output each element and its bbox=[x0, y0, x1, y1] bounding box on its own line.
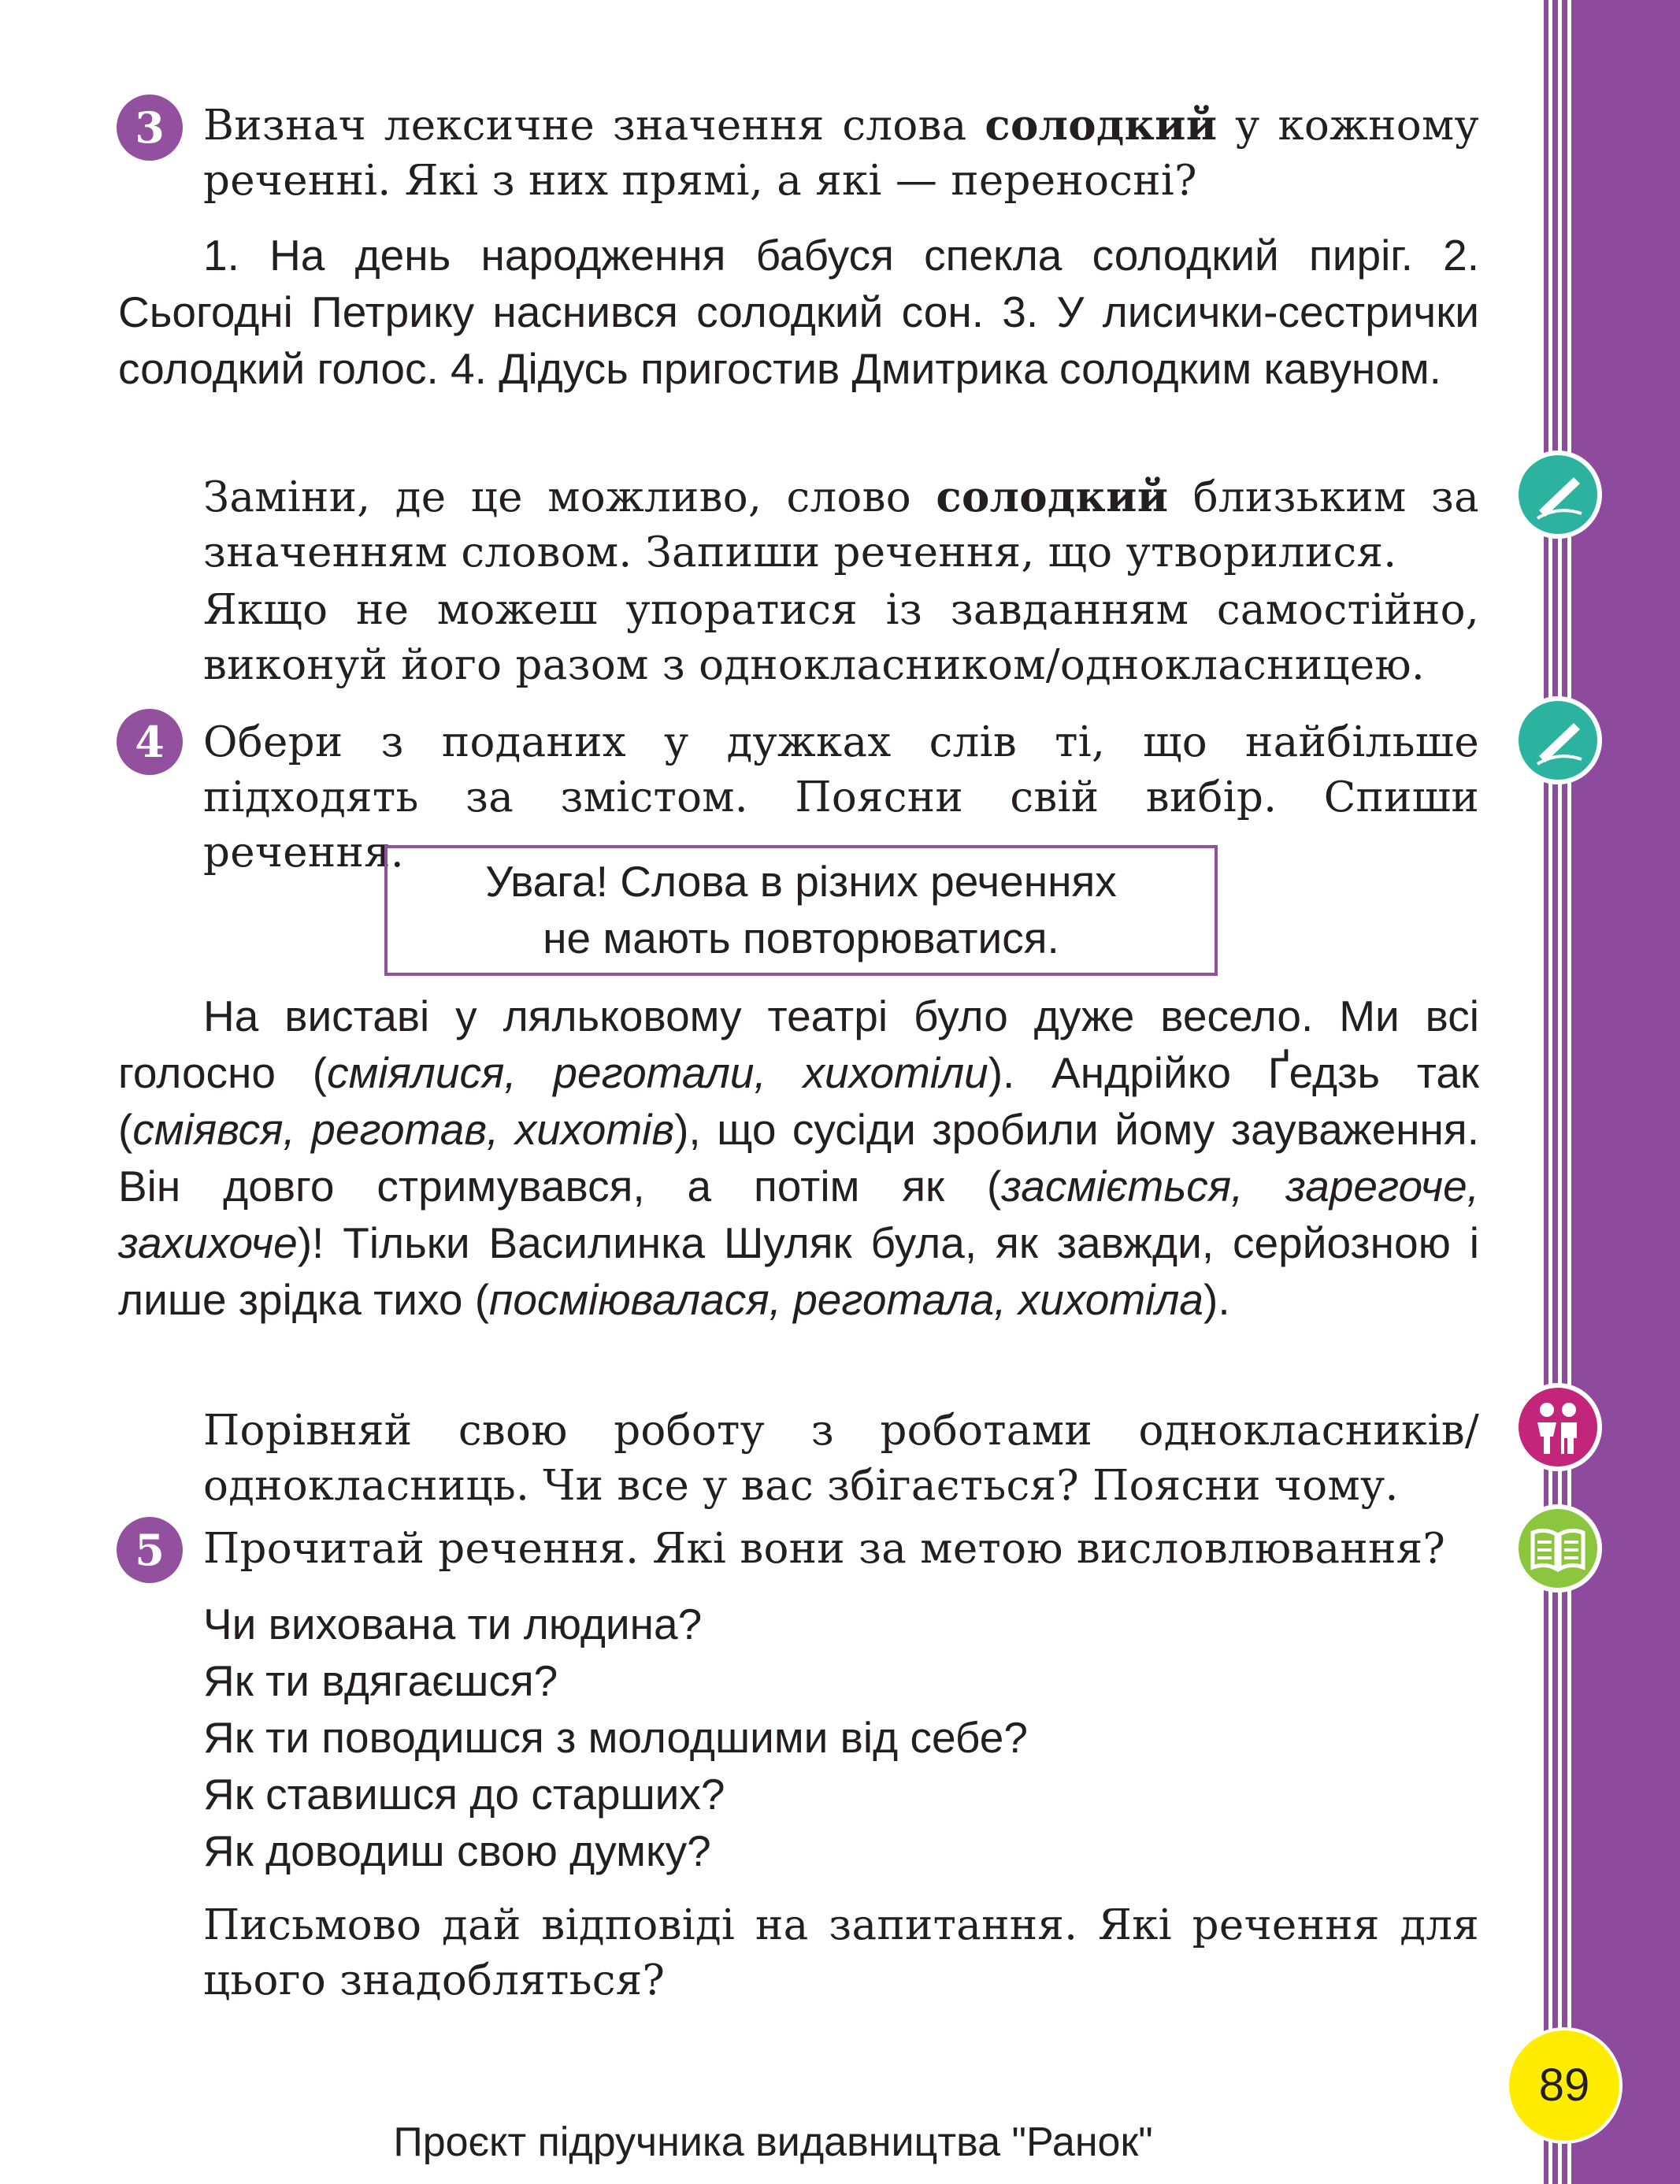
page-number: 89 bbox=[1509, 2030, 1619, 2141]
exercise-5-final: Письмово дай відповіді на запитання. Які речення для цього знадобляться? bbox=[203, 1901, 1479, 2004]
pair-work-icon bbox=[1514, 1383, 1602, 1471]
exercise-3-task-3: Якщо не можеш упоратися із завданням самостійно, виконуй його разом з однокласником/однокласницею. bbox=[203, 586, 1479, 689]
pencil-write-icon bbox=[1514, 451, 1602, 539]
exercise-3-instruction: Визнач лексичне значення слова солодкий у кожному реченні. Які з них прямі, а які — переносні? bbox=[203, 101, 1479, 205]
exercise-number-5: 5 bbox=[117, 1517, 183, 1583]
sidebar-band bbox=[1544, 0, 1680, 2184]
exercise-5-instruction: Прочитай речення. Які вони за метою висловлювання? bbox=[203, 1525, 1446, 1573]
footer-note: Проєкт підручника видавництва "Ранок" bbox=[393, 2119, 1153, 2165]
exercise-number-4: 4 bbox=[117, 709, 183, 775]
exercise-3-task-2: Заміни, де це можливо, слово солодкий близьким за значенням словом. Запиши речення, що утворилися. bbox=[203, 473, 1479, 577]
question-line: Як ти поводишся з молодшими від себе? bbox=[203, 1713, 1028, 1762]
question-line: Як доводиш свою думку? bbox=[203, 1826, 711, 1875]
exercise-4-text: На виставі у ляльковому театрі було дуже весело. Ми всі голосно (сміялися, реготали, хихотіли). Андрійко Ґедзь так (сміявся, реготав, хихотів), що сусіди зробили йому зауваження. Він довго стримувався, а потім як (засміється, зарегоче, захихоче)! Тільки Василинка Шуляк була, як завжди, серйозною і лише зрідка тихо (посміювалася, реготала, хихотіла). bbox=[118, 992, 1479, 1324]
question-line: Як ти вдягаєшся? bbox=[203, 1656, 558, 1705]
exercise-3-sentences: 1. На день народження бабуся спекла солодкий пиріг. 2. Сьогодні Петрику наснився солодкий сон. 3. У лисички-сестрички солодкий голос. 4. Дідусь пригостив Дмитрика солодким кавуном. bbox=[118, 231, 1479, 393]
notice-line-1: Увага! Слова в різних реченнях bbox=[485, 857, 1117, 906]
pencil-write-icon bbox=[1514, 696, 1602, 784]
notice-line-2: не мають повторюватися. bbox=[543, 914, 1059, 962]
question-line: Чи вихована ти людина? bbox=[203, 1600, 703, 1648]
exercise-4-compare: Порівняй свою роботу з роботами однокласників/однокласниць. Чи все у вас збігається? Поясни чому. bbox=[203, 1407, 1479, 1510]
question-line: Як ставишся до старших? bbox=[203, 1770, 725, 1819]
exercise-4-instruction: Обери з поданих у дужках слів ті, що найбільше підходять за змістом. Поясни свій вибір. Спиши речення. bbox=[203, 718, 1479, 877]
open-book-icon bbox=[1514, 1504, 1602, 1593]
exercise-number-3: 3 bbox=[117, 95, 183, 161]
notice-box bbox=[384, 845, 1218, 976]
